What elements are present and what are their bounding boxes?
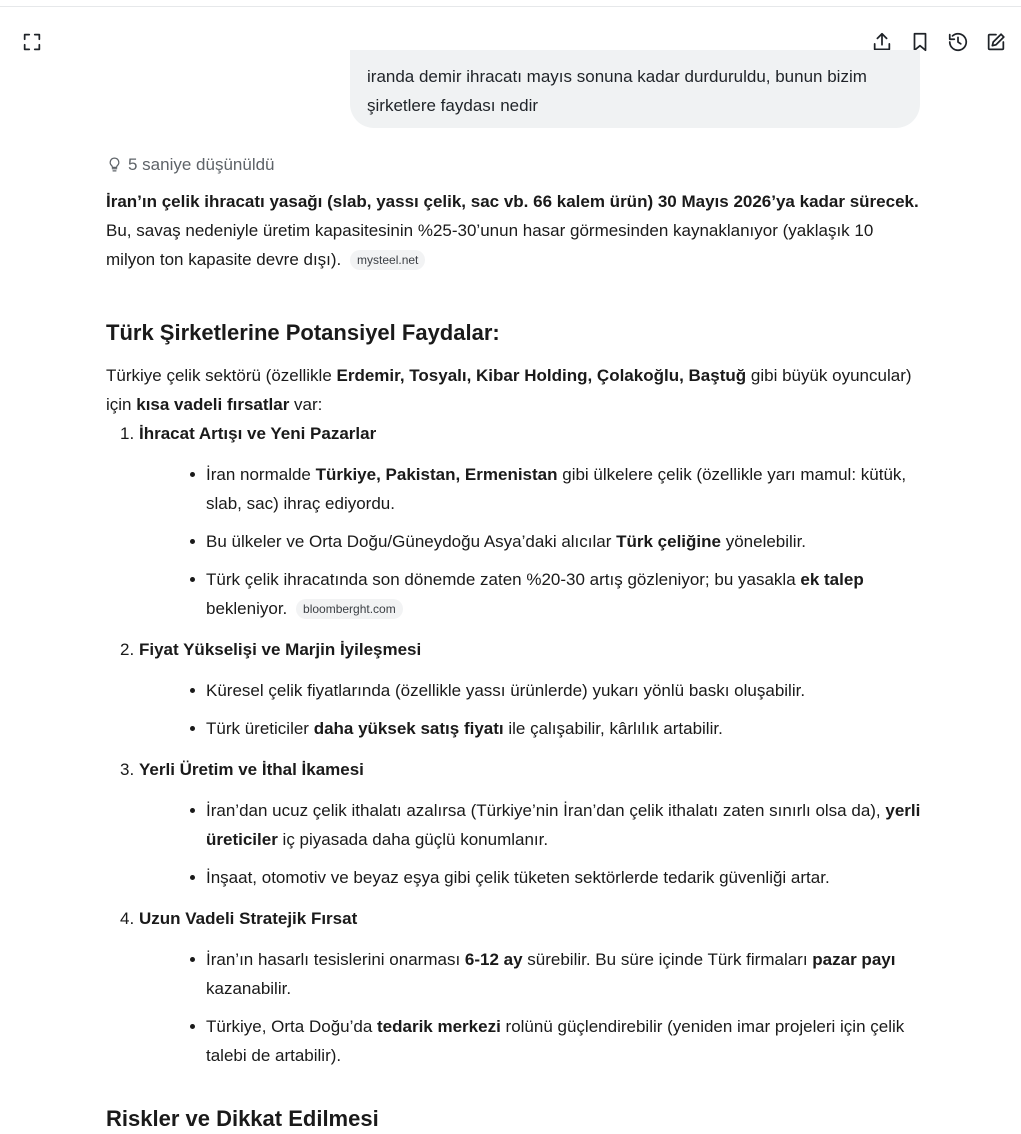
next-section-heading: Riskler ve Dikkat Edilmesi (106, 1106, 379, 1131)
bullet-bold: yerli üreticiler (206, 801, 921, 849)
lead-bold: kısa vadeli fırsatlar (136, 395, 290, 414)
bullet-item (206, 1012, 921, 1070)
bullet-text: Türk çelik ihracatında son dönemde zaten %20-30 artış gözleniyor; bu yasakla (206, 570, 801, 589)
bullet-item (206, 527, 921, 556)
item-title: Fiyat Yükselişi ve Marjin İyileşmesi (139, 640, 422, 659)
intro-paragraph (106, 187, 921, 274)
bullet-bold: 6-12 ay (464, 950, 523, 969)
list-item (106, 755, 921, 892)
source-chip-mysteel[interactable]: mysteel.net (350, 250, 425, 270)
bullet-text: yönelebilir. (720, 532, 807, 551)
bullet-text: Küresel çelik fiyatlarında (özellikle yassı ürünlerde) yukarı yönlü baskı oluşabilir. (206, 681, 806, 700)
item-number: 2. (120, 640, 135, 659)
section-heading: Türk Şirketlerine Potansiyel Faydalar: (106, 320, 500, 345)
item-number: 1. (120, 424, 135, 443)
bullet-item (206, 863, 921, 892)
bullet-text: rolünü güçlendirebilir (yeniden imar projeleri için çelik talebi de artabilir). (206, 1017, 905, 1065)
source-chip-bloomberght[interactable]: bloomberght.com (296, 599, 403, 619)
bullet-item (206, 714, 921, 743)
item-title: İhracat Artışı ve Yeni Pazarlar (139, 424, 377, 443)
list-item (106, 635, 921, 743)
item-number: 3. (120, 760, 135, 779)
bullet-list (139, 460, 921, 623)
user-message-bubble (350, 50, 920, 128)
bullet-text: İnşaat, otomotiv ve beyaz eşya gibi çelik tüketen sektörlerde tedarik güvenliği artar. (206, 868, 830, 887)
bullet-text: İran normalde (206, 465, 316, 484)
bullet-text: Bu ülkeler ve Orta Doğu/Güneydoğu Asya’daki alıcılar (206, 532, 617, 551)
bullet-text: gibi ülkelere çelik (özellikle yarı mamul: kütük, slab, sac) ihraç ediyordu. (206, 465, 907, 513)
bullet-bold: Türk çeliğine (616, 532, 721, 551)
bullet-item (206, 565, 921, 623)
bullet-text: Türk üreticiler (206, 719, 314, 738)
edit-icon[interactable] (984, 30, 1008, 54)
bullet-bold: Türkiye, Pakistan, Ermenistan (315, 465, 558, 484)
history-icon[interactable] (946, 30, 970, 54)
lead-text: gibi büyük oyuncular) için (106, 366, 912, 414)
list-item (106, 904, 921, 1070)
item-title: Yerli Üretim ve İthal İkamesi (139, 760, 364, 779)
bullet-list (139, 945, 921, 1070)
bullet-text: Türkiye, Orta Doğu’da (206, 1017, 378, 1036)
bullet-text: ile çalışabilir, kârlılık artabilir. (503, 719, 723, 738)
benefits-list (106, 419, 921, 1070)
bullet-text: sürebilir. Bu süre içinde Türk firmaları (522, 950, 813, 969)
user-message-line: iranda demir ihracatı mayıs sonuna kadar durduruldu, bunun bizim (367, 67, 867, 86)
thought-label: 5 saniye düşünüldü (128, 154, 275, 174)
bullet-bold: daha yüksek satış fiyatı (313, 719, 504, 738)
assistant-response (106, 150, 921, 1082)
bullet-item (206, 676, 921, 705)
bullet-text: İran’dan ucuz çelik ithalatı azalırsa (Türkiye’nin İran’dan çelik ithalatı zaten sınırlı olsa da), (206, 801, 886, 820)
item-title: Uzun Vadeli Stratejik Fırsat (139, 909, 358, 928)
lightbulb-icon (106, 156, 123, 173)
item-number: 4. (120, 909, 135, 928)
lead-bold: Erdemir, Tosyalı, Kibar Holding, Çolakoğlu, Baştuğ (336, 366, 747, 385)
thought-toggle[interactable] (106, 150, 921, 178)
bullet-item (206, 945, 921, 1003)
bullet-item (206, 796, 921, 854)
lead-text: Türkiye çelik sektörü (özellikle (106, 366, 337, 385)
expand-icon[interactable] (20, 30, 44, 54)
bullet-list (139, 796, 921, 892)
bullet-bold: ek talep (800, 570, 864, 589)
bullet-bold: pazar payı (812, 950, 896, 969)
bullet-text: kazanabilir. (206, 979, 292, 998)
intro-text: Bu, savaş nedeniyle üretim kapasitesinin %25-30’unun hasar görmesinden kaynaklanıyor (yaklaşık 10 milyon ton kapasite devre dışı). (106, 221, 874, 269)
bullet-text: bekleniyor. (206, 599, 288, 618)
intro-bold: İran’ın çelik ihracatı yasağı (slab, yassı çelik, sac vb. 66 kalem ürün) 30 Mayıs 2026’ya kadar sürecek. (106, 192, 919, 211)
user-message-line: şirketlere faydası nedir (367, 96, 539, 115)
bullet-list (139, 676, 921, 743)
list-item (106, 419, 921, 623)
bullet-text: İran’ın hasarlı tesislerini onarması (206, 950, 465, 969)
bullet-bold: tedarik merkezi (377, 1017, 501, 1036)
top-divider (0, 6, 1021, 7)
bullet-item (206, 460, 921, 518)
bullet-text: iç piyasada daha güçlü konumlanır. (277, 830, 549, 849)
lead-text: var: (289, 395, 323, 414)
lead-paragraph (106, 361, 921, 419)
